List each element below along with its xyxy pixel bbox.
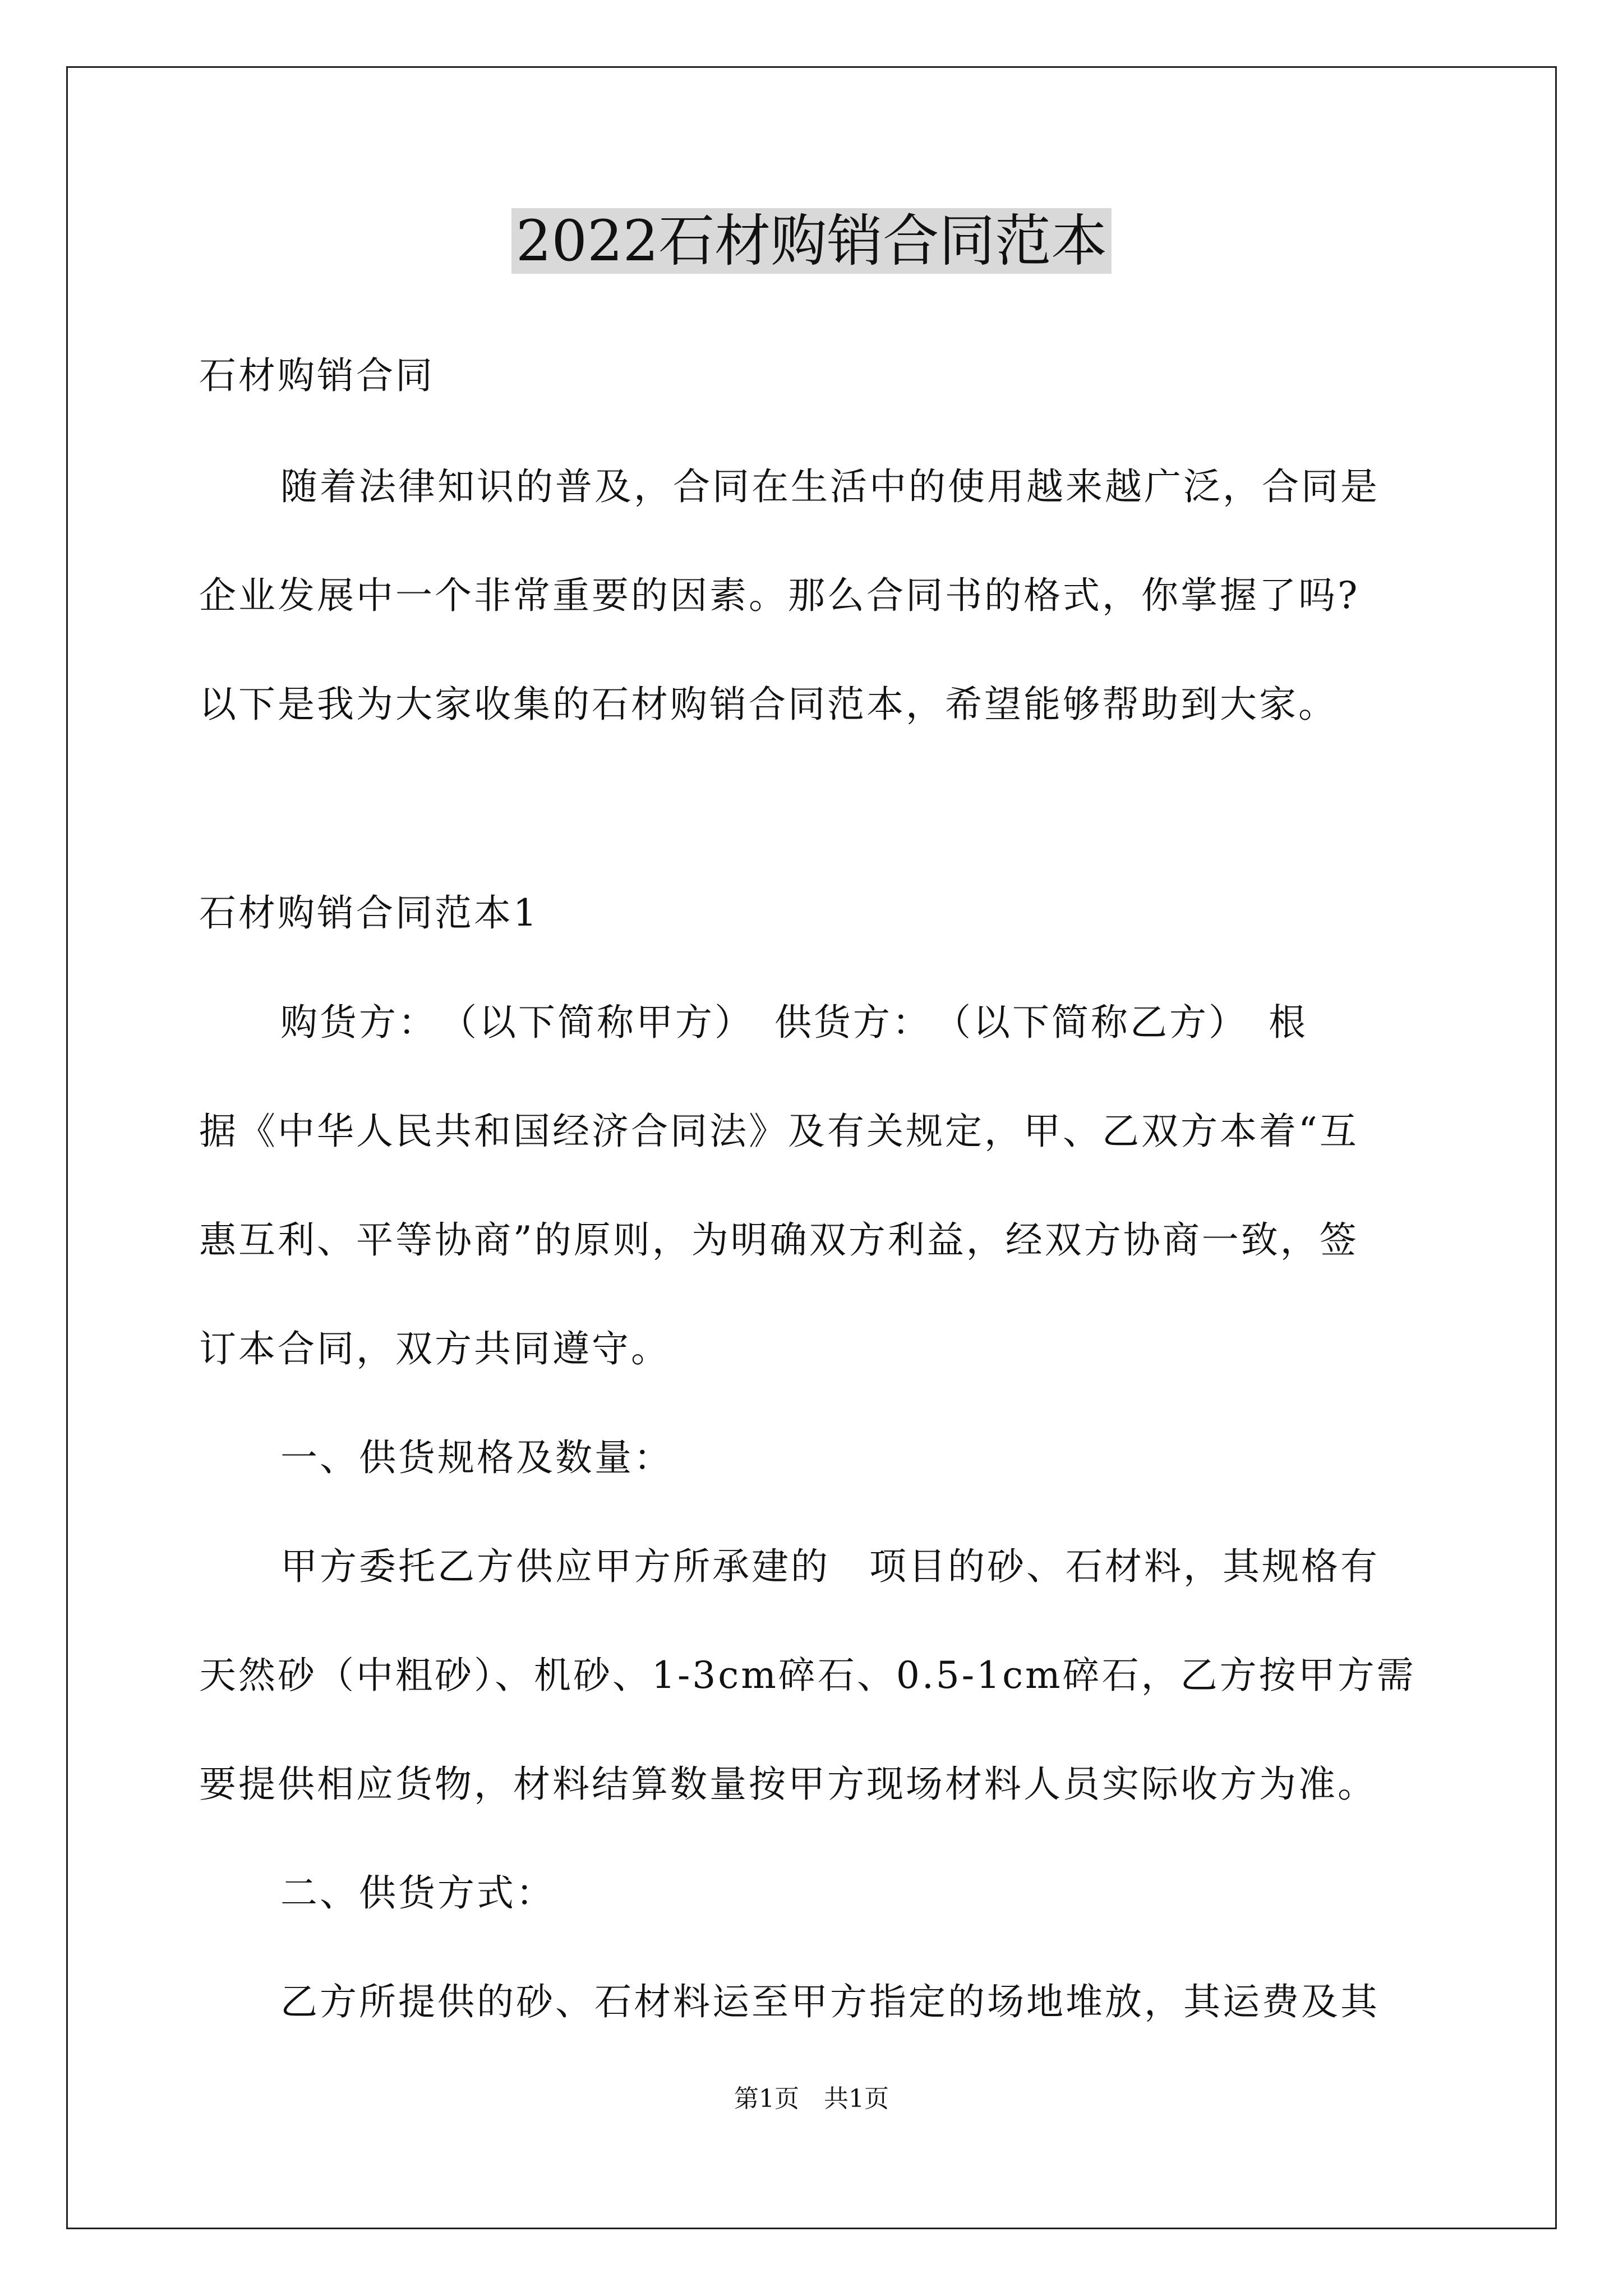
page-footer: 第1页 共1页 [734, 2085, 889, 2113]
intro-line-2: 企业发展中一个非常重要的因素。那么合同书的格式，你掌握了吗? [199, 574, 1360, 617]
body-line-1: 购货方： （以下简称甲方） 供货方： （以下简称乙方） 根 [280, 1001, 1308, 1044]
document-title: 2022石材购销合同范本 [0, 202, 1623, 280]
body-line-7: 天然砂（中粗砂）、机砂、1-3cm碎石、0.5-1cm碎石，乙方按甲方需 [199, 1654, 1416, 1697]
section-heading: 石材购销合同 [199, 354, 435, 397]
intro-line-3: 以下是我为大家收集的石材购销合同范本，希望能够帮助到大家。 [199, 683, 1338, 726]
body-line-3: 惠互利、平等协商”的原则，为明确双方利益，经双方协商一致，签 [199, 1218, 1359, 1262]
body-line-8: 要提供相应货物，材料结算数量按甲方现场材料人员实际收方为准。 [199, 1763, 1377, 1806]
clause-heading-2: 二、供货方式： [280, 1871, 555, 1915]
sample-heading: 石材购销合同范本1 [199, 891, 539, 935]
body-line-2: 据《中华人民共和国经济合同法》及有关规定，甲、乙双方本着“互 [199, 1110, 1359, 1153]
body-line-10: 乙方所提供的砂、石材料运至甲方指定的场地堆放，其运费及其 [280, 1980, 1380, 2023]
body-line-4: 订本合同，双方共同遵守。 [199, 1327, 670, 1370]
clause-heading-1: 一、供货规格及数量： [280, 1436, 673, 1479]
intro-line-1: 随着法律知识的普及，合同在生活中的使用越来越广泛，合同是 [280, 465, 1380, 508]
body-line-6: 甲方委托乙方供应甲方所承建的 项目的砂、石材料，其规格有 [280, 1545, 1380, 1588]
